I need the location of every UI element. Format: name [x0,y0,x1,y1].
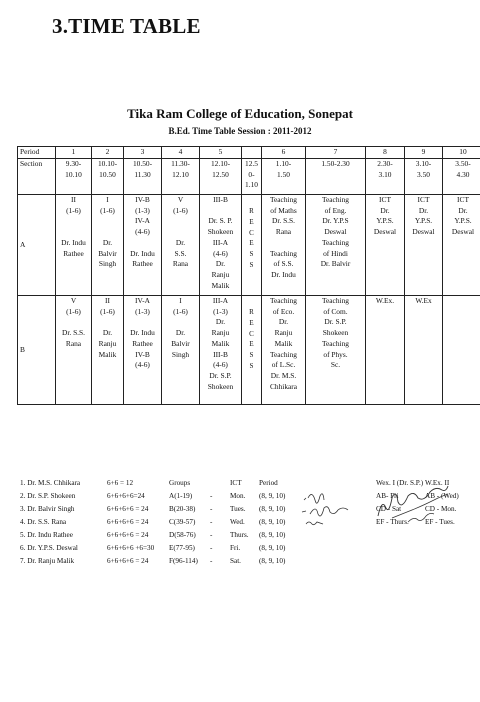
class-cell: ICT Dr. Y.P.S. Deswal [405,195,443,296]
ict-period: (8, 9, 10) [259,505,286,513]
group-range: E(77-95) [169,544,195,552]
group-range: F(96-114) [169,557,198,565]
row-b-label: B [18,296,56,405]
section-time-cell: 11.30- 12.10 [162,159,200,195]
class-cell: II (1-6) Dr. Indu Rathee [56,195,92,296]
wex1-value: EF - Thurs. [376,518,409,526]
class-cell: I (1-6) Dr. Balvir Singh [92,195,124,296]
period-row [18,147,480,159]
wex2-value: AB - (Wed) [425,492,459,500]
teacher-load: 6+6+6+6=24 [107,492,145,500]
row-a-label: A [18,195,56,296]
class-cell: III-A (1-3) Dr. Ranju Malik III-B (4-6) Dr. S.P. Shokeen [200,296,242,405]
section-time-cell: 3.10- 3.50 [405,159,443,195]
section-time-cell: 10.50- 11.30 [124,159,162,195]
class-cell: Teaching of Eng. Dr. Y.P.S Deswal Teaching of Hindi Dr. Balvir [306,195,366,296]
section-time-cell: 2.30- 3.10 [366,159,405,195]
class-cell: IV-B (1-3) IV-A (4-6) Dr. Indu Rathee [124,195,162,296]
ict-period: (8, 9, 10) [259,531,286,539]
period-cell: 1 [56,147,92,159]
teacher-name: 7. Dr. Ranju Malik [20,557,75,565]
class-cell: W.Ex [405,296,443,405]
ict-header: ICT [230,479,242,487]
class-cell: IV-A (1-3) Dr. Indu Rathee IV-B (4-6) [124,296,162,405]
ict-day: Tues. [230,505,246,513]
signature-scribble-right [372,479,456,524]
period-cell: 8 [366,147,405,159]
teacher-load: 6+6+6+6 +6=30 [107,544,155,552]
time-table [17,146,480,405]
section-time-cell: 12.10- 12.50 [200,159,242,195]
section-b-row [18,296,480,405]
class-cell: Teaching of Com. Dr. S.P. Shokeen Teaching of Phys. Sc. [306,296,366,405]
section-row [18,159,480,195]
wex2-header: W.Ex. II [425,479,450,487]
teacher-name: 3. Dr. Balvir Singh [20,505,75,513]
section-time-cell: 9.30- 10.10 [56,159,92,195]
teacher-name: 2. Dr. S.P. Shokeen [20,492,76,500]
teacher-name: 4. Dr. S.S. Rana [20,518,67,526]
ict-period: (8, 9, 10) [259,557,286,565]
period-cell: 5 [200,147,242,159]
teacher-load: 6+6+6+6 = 24 [107,531,149,539]
section-label: Section [18,159,56,195]
teacher-load: 6+6+6+6 = 24 [107,518,149,526]
group-range: C(39-57) [169,518,196,526]
class-cell: W.Ex. [366,296,405,405]
wex1-value: CD - Sat [376,505,402,513]
dash: - [210,557,213,565]
ict-day: Thurs. [230,531,249,539]
section-a-row [18,195,480,296]
dash: - [210,544,213,552]
teacher-name: 1. Dr. M.S. Chhikara [20,479,81,487]
period-header: Period [259,479,278,487]
dash: - [210,518,213,526]
page-heading: 3.TIME TABLE [52,14,201,38]
ict-period: (8, 9, 10) [259,492,286,500]
period-cell: 3 [124,147,162,159]
dash: - [210,505,213,513]
teacher-load: 6+6+6+6 = 24 [107,505,149,513]
period-cell: 7 [306,147,366,159]
class-cell: ICT Dr. Y.P.S. Deswal [443,195,480,296]
teacher-load: 6+6 = 12 [107,479,134,487]
ict-day: Sat. [230,557,241,565]
ict-day: Fri. [230,544,241,552]
teacher-name: 6. Dr. Y.P.S. Deswal [20,544,78,552]
class-cell [443,296,480,405]
session-subtitle: B.Ed. Time Table Session : 2011-2012 [168,126,312,136]
section-time-cell: 3.50- 4.30 [443,159,480,195]
class-cell: Teaching of Eco. Dr. Ranju Malik Teaching of L.Sc. Dr. M.S. Chhikara [262,296,306,405]
ict-period: (8, 9, 10) [259,544,286,552]
period-label: Period [18,147,56,159]
recess-cell: R E C E S S [242,195,262,296]
ict-period: (8, 9, 10) [259,518,286,526]
wex1-header: Wex. I (Dr. S.P.) [376,479,424,487]
wex1-value: AB- Fri [376,492,399,500]
teacher-name: 5. Dr. Indu Rathee [20,531,73,539]
wex2-value: EF - Tues. [425,518,455,526]
class-cell: ICT Dr. Y.P.S. Deswal [366,195,405,296]
section-time-cell: 10.10- 10.50 [92,159,124,195]
signature-scribble-left [300,488,366,528]
group-range: A(1-19) [169,492,193,500]
ict-day: Wed. [230,518,245,526]
dash: - [210,531,213,539]
ict-day: Mon. [230,492,246,500]
teacher-load: 6+6+6+6 = 24 [107,557,149,565]
period-cell: 6 [262,147,306,159]
groups-header: Groups [169,479,191,487]
wex2-value: CD - Mon. [425,505,457,513]
period-cell: 9 [405,147,443,159]
class-cell: Teaching of Maths Dr. S.S. Rana Teaching of S.S. Dr. Indu [262,195,306,296]
class-cell: III-B Dr. S. P. Shokeen III-A (4-6) Dr. Ranju Malik [200,195,242,296]
college-title: Tika Ram College of Education, Sonepat [127,106,353,121]
period-cell: 10 [443,147,480,159]
period-cell: 4 [162,147,200,159]
period-cell: 2 [92,147,124,159]
recess-cell: R E C E S S [242,296,262,405]
section-time-cell: 1.50-2.30 [306,159,366,195]
period-cell [242,147,262,159]
class-cell: II (1-6) Dr. Ranju Malik [92,296,124,405]
class-cell: I (1-6) Dr. Balvir Singh [162,296,200,405]
class-cell: V (1-6) Dr. S.S. Rana [56,296,92,405]
class-cell: V (1-6) Dr. S.S. Rana [162,195,200,296]
section-time-cell: 1.10- 1.50 [262,159,306,195]
section-time-cell: 12.5 0- 1.10 [242,159,262,195]
dash: - [210,492,213,500]
group-range: D(58-76) [169,531,196,539]
group-range: B(20-38) [169,505,196,513]
